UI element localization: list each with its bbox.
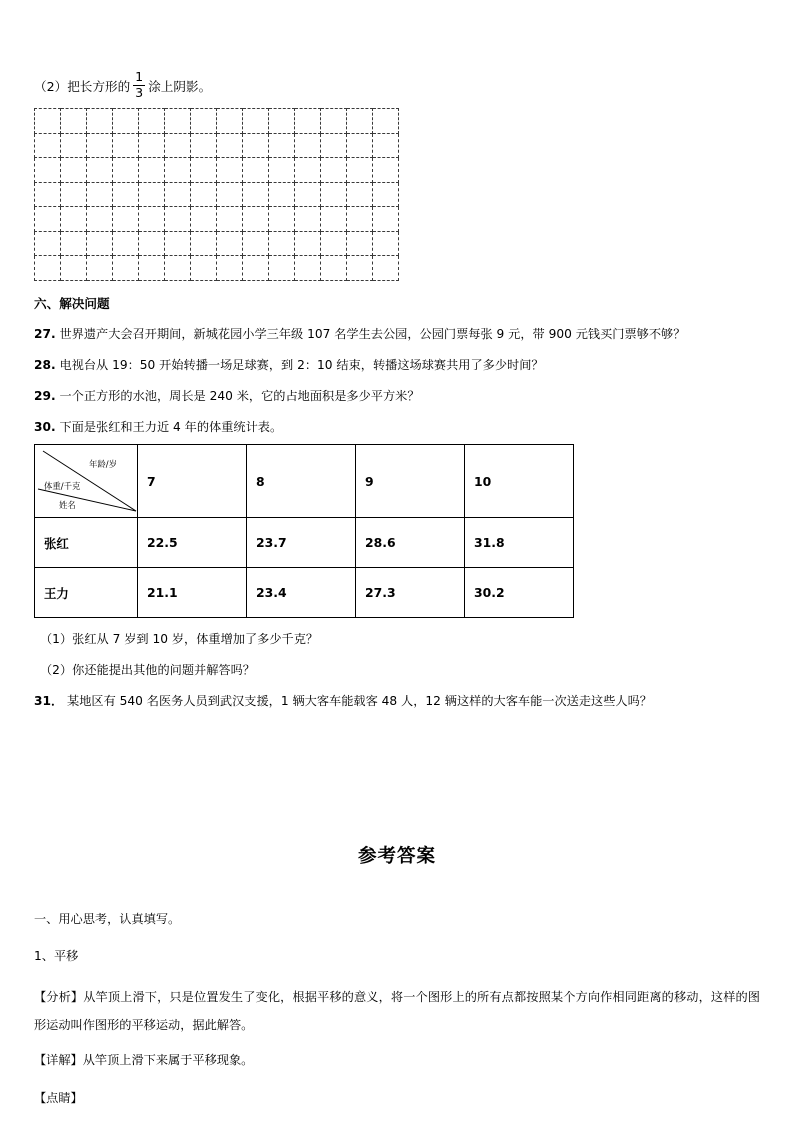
grid-cell[interactable] xyxy=(373,133,399,158)
cell-wangli-9: 27.3 xyxy=(356,568,465,618)
grid-cell[interactable] xyxy=(217,207,243,232)
grid-cell[interactable] xyxy=(217,109,243,134)
cell-wangli-8: 23.4 xyxy=(247,568,356,618)
question-27-number: 27. xyxy=(34,327,56,342)
grid-cell[interactable] xyxy=(61,256,87,281)
grid-cell[interactable] xyxy=(243,256,269,281)
question-29-text: 一个正方形的水池，周长是 240 米，它的占地面积是多少平方米？ xyxy=(59,388,420,403)
age-header-7: 7 xyxy=(138,445,247,518)
grid-row xyxy=(35,133,399,158)
grid-cell[interactable] xyxy=(87,207,113,232)
grid-cell[interactable] xyxy=(35,231,61,256)
grid-cell[interactable] xyxy=(269,256,295,281)
table-row xyxy=(35,568,574,618)
grid-cell[interactable] xyxy=(87,133,113,158)
grid-cell[interactable] xyxy=(165,231,191,256)
grid-cell[interactable] xyxy=(87,109,113,134)
fraction-question-text-before: 把长方形的 xyxy=(67,78,131,94)
grid-cell[interactable] xyxy=(373,231,399,256)
grid-cell[interactable] xyxy=(295,207,321,232)
question-28-number: 28. xyxy=(34,358,56,373)
question-27-text: 世界遗产大会召开期间，新城花园小学三年级 107 名学生去公园，公园门票每张 9 元，带 900 元钱买门票够不够？ xyxy=(59,327,686,342)
grid-cell[interactable] xyxy=(373,158,399,183)
grid-cell[interactable] xyxy=(87,158,113,183)
grid-cell[interactable] xyxy=(347,133,373,158)
grid-cell[interactable] xyxy=(321,256,347,281)
grid-cell[interactable] xyxy=(217,133,243,158)
cell-wangli-7: 21.1 xyxy=(138,568,247,618)
question-27 xyxy=(34,325,760,343)
question-30-sub-1: （1）张红从 7 岁到 10 岁，体重增加了多少千克？ xyxy=(40,632,319,647)
corner-label-age: 年龄/岁 xyxy=(89,459,117,470)
grid-cell[interactable] xyxy=(139,182,165,207)
fraction-question-text-after: 涂上阴影。 xyxy=(148,78,212,94)
grid-cell[interactable] xyxy=(191,231,217,256)
grid-cell[interactable] xyxy=(347,182,373,207)
grid-cell[interactable] xyxy=(139,256,165,281)
grid-cell[interactable] xyxy=(295,256,321,281)
grid-cell[interactable] xyxy=(269,109,295,134)
grid-cell[interactable] xyxy=(61,207,87,232)
grid-cell[interactable] xyxy=(321,158,347,183)
grid-cell[interactable] xyxy=(61,133,87,158)
answers-title: 参考答案 xyxy=(357,846,436,868)
question-31 xyxy=(34,692,760,710)
grid-cell[interactable] xyxy=(295,182,321,207)
grid-cell[interactable] xyxy=(321,133,347,158)
grid-cell[interactable] xyxy=(269,207,295,232)
grid-cell[interactable] xyxy=(113,158,139,183)
grid-cell[interactable] xyxy=(113,133,139,158)
grid-cell[interactable] xyxy=(217,182,243,207)
shading-grid[interactable] xyxy=(34,108,399,281)
grid-cell[interactable] xyxy=(269,158,295,183)
grid-cell[interactable] xyxy=(191,133,217,158)
table-corner-cell xyxy=(35,445,138,518)
answers-spacer xyxy=(34,868,760,910)
grid-cell[interactable] xyxy=(165,109,191,134)
grid-cell[interactable] xyxy=(113,207,139,232)
answer-detail: 【详解】从竿顶上滑下来属于平移现象。 xyxy=(34,1053,254,1068)
grid-cell[interactable] xyxy=(35,256,61,281)
grid-cell[interactable] xyxy=(243,207,269,232)
question-30-number: 30. xyxy=(34,419,56,434)
grid-cell[interactable] xyxy=(191,182,217,207)
table-header-row xyxy=(35,445,574,518)
grid-cell[interactable] xyxy=(139,109,165,134)
grid-cell[interactable] xyxy=(191,158,217,183)
grid-cell[interactable] xyxy=(35,207,61,232)
problem-solving-section xyxy=(34,295,760,710)
grid-cell[interactable] xyxy=(217,158,243,183)
grid-row xyxy=(35,207,399,232)
grid-cell[interactable] xyxy=(373,109,399,134)
grid-cell[interactable] xyxy=(165,207,191,232)
grid-cell[interactable] xyxy=(373,256,399,281)
grid-cell[interactable] xyxy=(191,109,217,134)
grid-cell[interactable] xyxy=(243,182,269,207)
grid-cell[interactable] xyxy=(87,256,113,281)
grid-cell[interactable] xyxy=(35,109,61,134)
question-30 xyxy=(34,418,760,436)
grid-cell[interactable] xyxy=(347,158,373,183)
cell-zhanghong-10: 31.8 xyxy=(465,518,574,568)
grid-cell[interactable] xyxy=(243,158,269,183)
grid-cell[interactable] xyxy=(113,182,139,207)
cell-wangli-10: 30.2 xyxy=(465,568,574,618)
question-28-text: 电视台从 19：50 开始转播一场足球赛，到 2：10 结束，转播这场球赛共用了多少时间？ xyxy=(59,358,544,373)
grid-row xyxy=(35,109,399,134)
weight-statistics-table xyxy=(34,444,574,618)
grid-cell[interactable] xyxy=(269,231,295,256)
grid-cell[interactable] xyxy=(269,133,295,158)
grid-cell[interactable] xyxy=(113,256,139,281)
grid-cell[interactable] xyxy=(347,207,373,232)
grid-cell[interactable] xyxy=(87,231,113,256)
grid-cell[interactable] xyxy=(321,207,347,232)
fraction-question-line xyxy=(34,68,760,102)
grid-cell[interactable] xyxy=(35,158,61,183)
grid-cell[interactable] xyxy=(87,182,113,207)
grid-cell[interactable] xyxy=(139,133,165,158)
grid-row xyxy=(35,256,399,281)
grid-cell[interactable] xyxy=(165,256,191,281)
grid-cell[interactable] xyxy=(321,109,347,134)
age-header-8: 8 xyxy=(247,445,356,518)
grid-cell[interactable] xyxy=(61,182,87,207)
answer-analysis: 【分析】从竿顶上滑下，只是位置发生了变化，根据平移的意义，将一个图形上的所有点都按照某个方向作相同距离的移动，这样的图形运动叫作图形的平移运动，据此解答。 xyxy=(34,990,760,1032)
table-row xyxy=(35,518,574,568)
grid-cell[interactable] xyxy=(243,109,269,134)
fraction-one-third xyxy=(133,68,145,100)
question-30-text: 下面是张红和王力近 4 年的体重统计表。 xyxy=(59,419,283,434)
fraction-denominator: 3 xyxy=(135,84,144,100)
question-28 xyxy=(34,356,760,374)
grid-cell[interactable] xyxy=(295,133,321,158)
age-header-10: 10 xyxy=(465,445,574,518)
grid-cell[interactable] xyxy=(113,109,139,134)
answer-item-1: 1、平移 xyxy=(34,949,79,964)
page-content xyxy=(34,68,760,1120)
grid-cell[interactable] xyxy=(35,182,61,207)
row-name-zhanghong: 张红 xyxy=(35,518,138,568)
grid-cell[interactable] xyxy=(243,231,269,256)
row-name-wangli: 王力 xyxy=(35,568,138,618)
fraction-numerator: 1 xyxy=(135,68,144,84)
question-30-sub-2: （2）你还能提出其他的问题并解答吗？ xyxy=(40,662,255,677)
grid-cell[interactable] xyxy=(139,207,165,232)
section-heading-six: 六、解决问题 xyxy=(34,295,110,311)
question-31-number: 31． xyxy=(34,693,64,708)
grid-cell[interactable] xyxy=(321,231,347,256)
question-29-number: 29. xyxy=(34,388,56,403)
grid-cell[interactable] xyxy=(321,182,347,207)
grid-cell[interactable] xyxy=(373,207,399,232)
grid-cell[interactable] xyxy=(347,109,373,134)
grid-cell[interactable] xyxy=(217,231,243,256)
question-29 xyxy=(34,387,760,405)
cell-zhanghong-9: 28.6 xyxy=(356,518,465,568)
grid-cell[interactable] xyxy=(139,158,165,183)
grid-cell[interactable] xyxy=(295,109,321,134)
grid-row xyxy=(35,158,399,183)
grid-cell[interactable] xyxy=(217,256,243,281)
grid-cell[interactable] xyxy=(373,182,399,207)
grid-cell[interactable] xyxy=(347,256,373,281)
page-spacer xyxy=(34,722,760,842)
grid-cell[interactable] xyxy=(191,207,217,232)
grid-cell[interactable] xyxy=(61,158,87,183)
shading-grid-wrapper xyxy=(34,108,384,281)
grid-cell[interactable] xyxy=(165,182,191,207)
grid-row xyxy=(35,182,399,207)
grid-cell[interactable] xyxy=(61,109,87,134)
age-header-9: 9 xyxy=(356,445,465,518)
corner-label-weight: 体重/千克 xyxy=(44,481,81,492)
grid-row xyxy=(35,231,399,256)
cell-zhanghong-7: 22.5 xyxy=(138,518,247,568)
answer-highlight: 【点睛】 xyxy=(34,1090,83,1105)
diagonal-header-box xyxy=(35,445,137,517)
grid-cell[interactable] xyxy=(243,133,269,158)
grid-cell[interactable] xyxy=(347,231,373,256)
fraction-question-number: （2） xyxy=(34,78,68,94)
grid-cell[interactable] xyxy=(61,231,87,256)
cell-zhanghong-8: 23.7 xyxy=(247,518,356,568)
grid-cell[interactable] xyxy=(269,182,295,207)
grid-cell[interactable] xyxy=(35,133,61,158)
grid-cell[interactable] xyxy=(165,133,191,158)
grid-cell[interactable] xyxy=(295,158,321,183)
grid-cell[interactable] xyxy=(139,231,165,256)
corner-label-name: 姓名 xyxy=(59,500,76,511)
question-31-text: 某地区有 540 名医务人员到武汉支援，1 辆大客车能载客 48 人，12 辆这样的大客车能一次送走这些人吗？ xyxy=(67,693,652,708)
grid-cell[interactable] xyxy=(295,231,321,256)
answers-section-heading: 一、用心思考，认真填写。 xyxy=(34,912,181,927)
grid-cell[interactable] xyxy=(165,158,191,183)
grid-cell[interactable] xyxy=(113,231,139,256)
grid-cell[interactable] xyxy=(191,256,217,281)
